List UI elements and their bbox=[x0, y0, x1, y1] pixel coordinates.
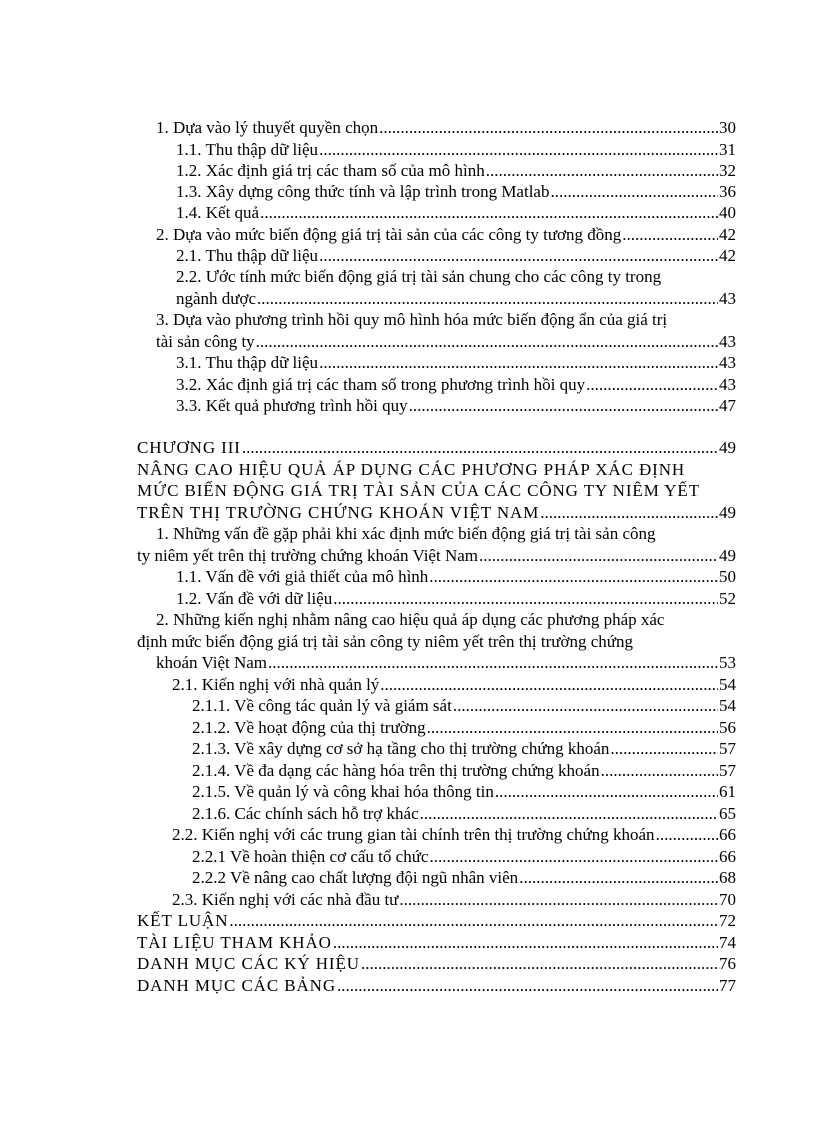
toc-leader-dots bbox=[486, 160, 718, 181]
toc-entry-title: 2. Dựa vào mức biến động giá trị tài sản của các công ty tương đồng bbox=[156, 225, 622, 244]
toc-page-number: 74 bbox=[719, 933, 736, 952]
toc-entry-title: 2.1.6. Các chính sách hỗ trợ khác bbox=[192, 804, 419, 823]
toc-page-number: 40 bbox=[719, 203, 736, 222]
toc-page-number: 65 bbox=[719, 804, 736, 823]
toc-page-number: 42 bbox=[719, 246, 736, 265]
toc-page-number: 76 bbox=[719, 954, 736, 973]
toc-entry bbox=[176, 588, 736, 609]
toc-leader-dots bbox=[319, 245, 718, 266]
toc-leader-dots bbox=[333, 588, 718, 609]
toc-entry-title: 1.2. Vấn đề với dữ liệu bbox=[176, 589, 333, 608]
toc-entry bbox=[192, 846, 736, 867]
toc-page-number: 66 bbox=[719, 825, 736, 844]
toc-entry-title: 2.1.1. Về công tác quản lý và giám sát bbox=[192, 696, 452, 715]
toc-entry-title: 3.3. Kết quả phương trình hồi quy bbox=[176, 396, 408, 415]
toc-page-number: 43 bbox=[719, 375, 736, 394]
toc-entry bbox=[137, 910, 736, 931]
toc-entry bbox=[176, 160, 736, 181]
toc-leader-dots bbox=[495, 781, 718, 802]
toc-leader-dots bbox=[586, 374, 718, 395]
toc-entry bbox=[156, 652, 736, 673]
toc-page-number: 49 bbox=[719, 438, 736, 457]
toc-leader-dots bbox=[256, 331, 718, 352]
toc-leader-dots bbox=[420, 803, 718, 824]
toc-entry bbox=[192, 781, 736, 802]
toc-entry-title: 3. Dựa vào phương trình hồi quy mô hình hóa mức biến động ẩn của giá trị bbox=[156, 310, 668, 329]
toc-page-number: 52 bbox=[719, 589, 736, 608]
toc-page-number: 32 bbox=[719, 161, 736, 180]
toc-entry bbox=[192, 717, 736, 738]
toc-entry-title: 2.1.5. Về quản lý và công khai hóa thông tin bbox=[192, 782, 494, 801]
toc-entry bbox=[137, 437, 736, 458]
toc-entry-title: 2.1.2. Về hoạt động của thị trường bbox=[192, 718, 426, 737]
toc-page-number: 31 bbox=[719, 140, 736, 159]
toc-leader-dots bbox=[399, 889, 718, 910]
toc-leader-dots bbox=[257, 288, 718, 309]
toc-leader-dots bbox=[379, 117, 718, 138]
toc-entry bbox=[192, 803, 736, 824]
toc-entry bbox=[192, 695, 736, 716]
toc-leader-dots bbox=[268, 652, 718, 673]
toc-entry bbox=[176, 181, 736, 202]
toc-leader-dots bbox=[319, 139, 718, 160]
toc-entry bbox=[137, 953, 736, 974]
toc-leader-dots bbox=[427, 717, 718, 738]
toc-leader-dots bbox=[429, 846, 718, 867]
toc-leader-dots bbox=[319, 352, 718, 373]
toc-leader-dots bbox=[453, 695, 718, 716]
toc-entry-title: 2.1.4. Về đa dạng các hàng hóa trên thị trường chứng khoán bbox=[192, 761, 600, 780]
toc-page-number: 72 bbox=[719, 911, 736, 930]
toc-entry bbox=[172, 674, 736, 695]
toc-leader-dots bbox=[601, 760, 718, 781]
toc-entry bbox=[137, 932, 736, 953]
toc-section-title: KẾT LUẬN bbox=[137, 911, 229, 930]
toc-entry-title: 2.1. Thu thập dữ liệu bbox=[176, 246, 319, 265]
toc-entry bbox=[176, 245, 736, 266]
toc-page-number: 43 bbox=[719, 353, 736, 372]
toc-entry bbox=[156, 331, 736, 352]
toc-entry bbox=[176, 352, 736, 373]
toc-section-title: DANH MỤC CÁC KÝ HIỆU bbox=[137, 954, 360, 973]
toc-page-number: 53 bbox=[719, 653, 736, 672]
toc-entry-title: 3.1. Thu thập dữ liệu bbox=[176, 353, 319, 372]
toc-entry-title-continued: định mức biến động giá trị tài sản công ty niêm yết trên thị trường chứng bbox=[137, 632, 634, 651]
toc-leader-dots bbox=[519, 867, 718, 888]
toc-section-title: DANH MỤC CÁC BẢNG bbox=[137, 976, 337, 995]
toc-entry-title: 1.1. Vấn đề với giả thiết của mô hình bbox=[176, 567, 429, 586]
toc-leader-dots bbox=[333, 932, 718, 953]
toc-entry bbox=[172, 824, 736, 845]
toc-entry bbox=[192, 867, 736, 888]
toc-entry bbox=[192, 760, 736, 781]
toc-leader-dots bbox=[380, 674, 718, 695]
toc-leader-dots bbox=[429, 566, 718, 587]
toc-chapter-heading: MỨC BIẾN ĐỘNG GIÁ TRỊ TÀI SẢN CỦA CÁC CÔNG TY NIÊM YẾT bbox=[137, 481, 700, 500]
toc-entry bbox=[176, 566, 736, 587]
toc-entry-title: 2.2. Ước tính mức biến động giá trị tài sản chung cho các công ty trong bbox=[176, 267, 662, 286]
toc-entry-title: 2. Những kiến nghị nhằm nâng cao hiệu quả áp dụng các phương pháp xác bbox=[156, 610, 665, 629]
toc-page-number: 54 bbox=[719, 675, 736, 694]
toc-entry-title-continued: ngành dược bbox=[176, 289, 257, 308]
toc-entry-title: 2.2.1 Về hoàn thiện cơ cấu tổ chức bbox=[192, 847, 429, 866]
toc-entry bbox=[176, 139, 736, 160]
toc-entry bbox=[137, 545, 736, 566]
toc-entry bbox=[176, 288, 736, 309]
toc-page-number: 50 bbox=[719, 567, 736, 586]
toc-entry-title: 3.2. Xác định giá trị các tham số trong phương trình hồi quy bbox=[176, 375, 586, 394]
toc-page-number: 54 bbox=[719, 696, 736, 715]
toc-page-number: 66 bbox=[719, 847, 736, 866]
toc-entry-title-continued: khoán Việt Nam bbox=[156, 653, 268, 672]
toc-leader-dots bbox=[409, 395, 718, 416]
toc-entry bbox=[137, 502, 736, 523]
toc-page-number: 49 bbox=[719, 546, 736, 565]
toc-section-title: TÀI LIỆU THAM KHẢO bbox=[137, 933, 332, 952]
toc-page-number: 70 bbox=[719, 890, 736, 909]
toc-entry-title: 2.1. Kiến nghị với nhà quản lý bbox=[172, 675, 380, 694]
toc-page-number: 56 bbox=[719, 718, 736, 737]
toc-leader-dots bbox=[656, 824, 718, 845]
toc-page-number: 57 bbox=[719, 761, 736, 780]
toc-page-number: 68 bbox=[719, 868, 736, 887]
toc-entry-title: 2.3. Kiến nghị với các nhà đầu tư bbox=[172, 890, 399, 909]
toc-page-number: 30 bbox=[719, 118, 736, 137]
toc-entry bbox=[176, 374, 736, 395]
toc-page-number: 36 bbox=[719, 182, 736, 201]
toc-entry-title-continued: tài sản công ty bbox=[156, 332, 255, 351]
toc-page-number: 43 bbox=[719, 332, 736, 351]
toc-page-number: 61 bbox=[719, 782, 736, 801]
toc-chapter-title: CHƯƠNG III bbox=[137, 438, 241, 457]
toc-entry bbox=[176, 395, 736, 416]
toc-page-number: 49 bbox=[719, 503, 736, 522]
toc-leader-dots bbox=[337, 975, 718, 996]
toc-page-number: 77 bbox=[719, 976, 736, 995]
toc-page-number: 47 bbox=[719, 396, 736, 415]
toc-leader-dots bbox=[361, 953, 718, 974]
toc-entry bbox=[192, 738, 736, 759]
toc-entry-title: 1.1. Thu thập dữ liệu bbox=[176, 140, 319, 159]
toc-leader-dots bbox=[229, 910, 718, 931]
toc-leader-dots bbox=[260, 202, 718, 223]
toc-entry bbox=[156, 117, 736, 138]
toc-page-number: 42 bbox=[719, 225, 736, 244]
toc-entry bbox=[137, 975, 736, 996]
toc-entry-title: 2.2. Kiến nghị với các trung gian tài chính trên thị trường chứng khoán bbox=[172, 825, 655, 844]
toc-entry bbox=[176, 202, 736, 223]
toc-chapter-heading: TRÊN THỊ TRƯỜNG CHỨNG KHOÁN VIỆT NAM bbox=[137, 503, 540, 522]
toc-entry-title: 1.3. Xây dựng công thức tính và lập trình trong Matlab bbox=[176, 182, 550, 201]
toc-entry-title: 2.1.3. Về xây dựng cơ sở hạ tầng cho thị trường chứng khoán bbox=[192, 739, 610, 758]
toc-leader-dots bbox=[610, 738, 718, 759]
toc-chapter-heading: NÂNG CAO HIỆU QUẢ ÁP DỤNG CÁC PHƯƠNG PHÁP XÁC ĐỊNH bbox=[137, 460, 686, 479]
toc-entry-title-continued: ty niêm yết trên thị trường chứng khoán Việt Nam bbox=[137, 546, 478, 565]
toc-page-number: 57 bbox=[719, 739, 736, 758]
toc-entry-title: 1. Những vấn đề gặp phải khi xác định mức biến động giá trị tài sản công bbox=[156, 524, 656, 543]
toc-entry-title: 1.4. Kết quả bbox=[176, 203, 260, 222]
toc-entry bbox=[172, 889, 736, 910]
toc-leader-dots bbox=[242, 437, 718, 458]
toc-entry-title: 2.2.2 Về nâng cao chất lượng đội ngũ nhân viên bbox=[192, 868, 519, 887]
toc-entry-title: 1.2. Xác định giá trị các tham số của mô hình bbox=[176, 161, 485, 180]
toc-entry-title: 1. Dựa vào lý thuyết quyền chọn bbox=[156, 118, 379, 137]
toc-entry bbox=[156, 224, 736, 245]
toc-leader-dots bbox=[540, 502, 718, 523]
toc-leader-dots bbox=[622, 224, 718, 245]
toc-page-number: 43 bbox=[719, 289, 736, 308]
toc-leader-dots bbox=[550, 181, 718, 202]
toc-leader-dots bbox=[479, 545, 718, 566]
